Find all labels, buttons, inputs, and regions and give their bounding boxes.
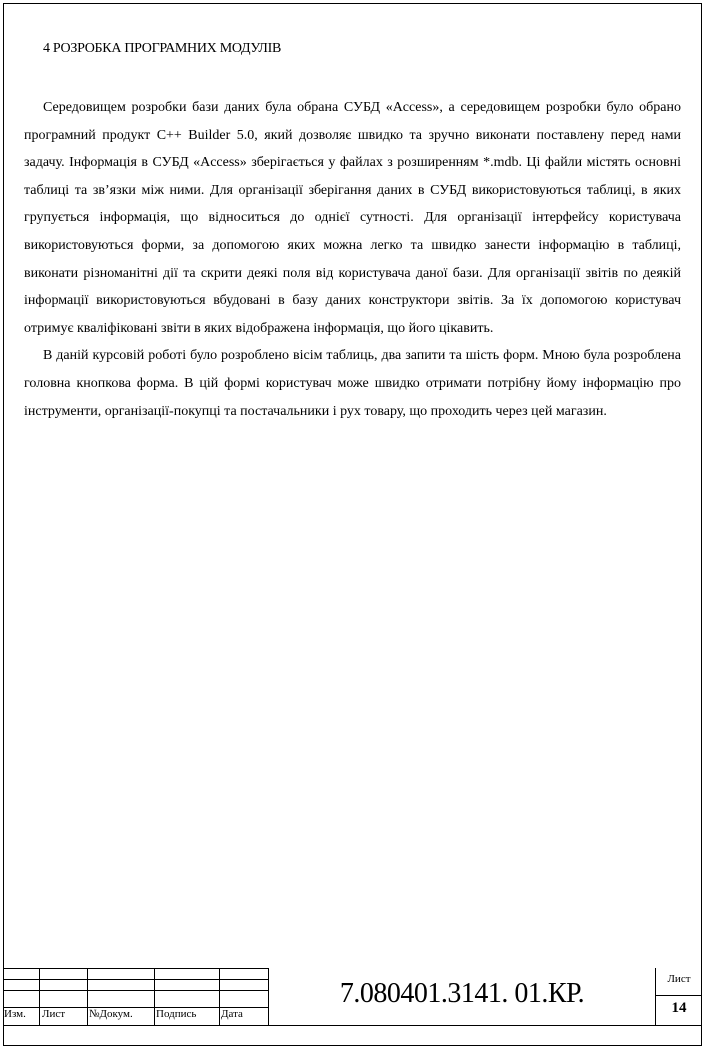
title-block [3, 968, 702, 1026]
label-data: Дата [221, 1008, 243, 1020]
label-list: Лист [42, 1008, 66, 1020]
sheet-box [656, 968, 702, 1026]
sheet-number: 14 [671, 1000, 687, 1016]
document-code: 7.080401.3141. 01.КР. [339, 978, 585, 1009]
document-code-box [268, 968, 656, 1026]
label-podpis: Подпись [156, 1008, 197, 1020]
label-izm: Изм. [4, 1008, 26, 1020]
sheet-label: Лист [667, 973, 691, 985]
paragraph-1: Середовищем розробки бази даних була обрана СУБД «Access», а середовищем розробки було обрано програмний продукт С++ Builder 5.0, який дозволяє швидко та зручно виконати поставлену перед нами задачу. Інформація в СУБД «Access» зберігається у файлах з розширенням *.mdb. Ці файли містять основні таблиці та зв’язки між ними. Для організації зберігання даних в СУБД використовуються таблиці, в яких групується інформація, що відноситься до однієї сутності. Для організації інтерфейсу користувача використовуються форми, за допомогою яких можна легко та швидко занести інформацію в таблиці, виконати різноманітні дії та скрити деякі поля від користувача даної бази. Для організації звітів по деякій інформації використовуються вбудовані в базу даних конструктори звітів. За їх допомогою користувач отримує кваліфіковані звіти в яких відображена інформація, що його цікавить. [24, 100, 681, 336]
title-block-bottom-line [3, 1025, 702, 1026]
label-dokum: №Докум. [89, 1008, 133, 1020]
body-text [24, 94, 681, 425]
paragraph-2: В даній курсовій роботі було розроблено вісім таблиць, два запити та шість форм. Мною була розроблена головна кнопкова форма. В цій формі користувач може швидко отримати потрібну йому інформацію про інструменти, організації-покупці та постачальники і рух товару, що проходить через цей магазин. [24, 348, 681, 419]
section-heading: 4 РОЗРОБКА ПРОГРАМНИХ МОДУЛІВ [43, 41, 282, 56]
title-block-cells [3, 968, 268, 1026]
